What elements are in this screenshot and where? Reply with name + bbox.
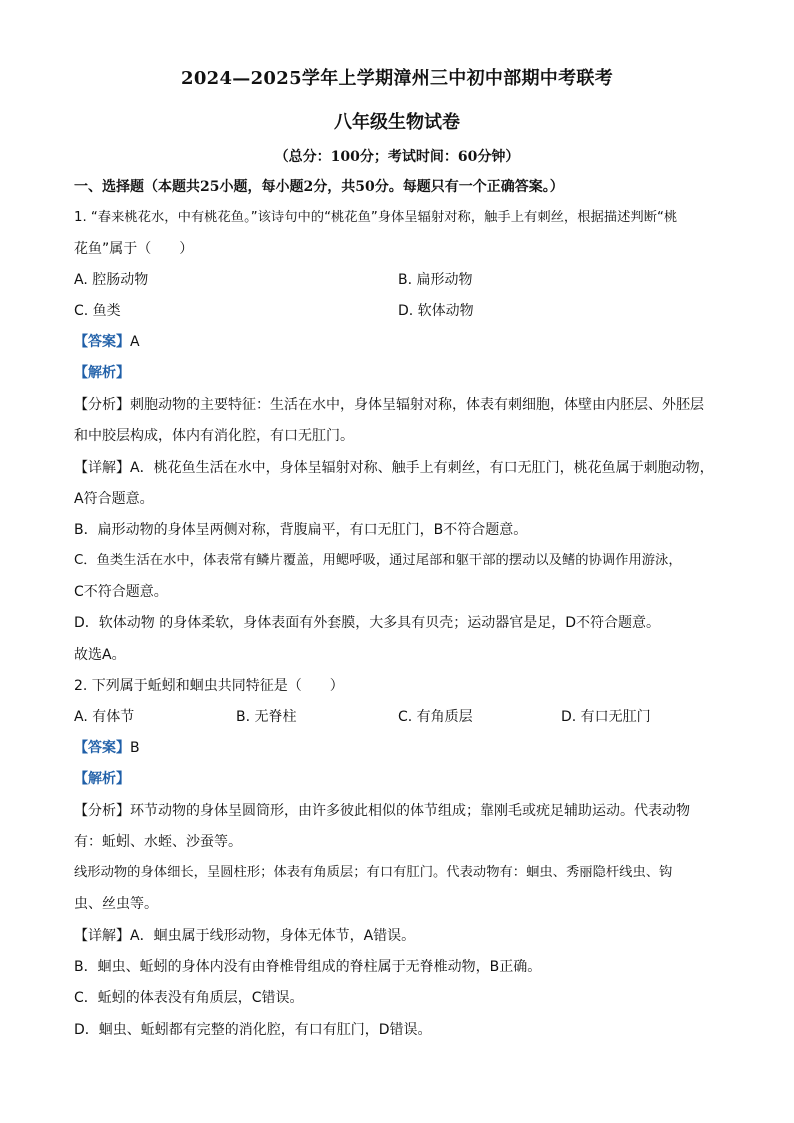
analysis-label: 【解析】 [74,365,130,381]
q2-option-d: D. 有口无肛门 [561,709,651,725]
exam-subtitle: 八年级生物试卷 [334,112,460,133]
q2-fenxi-line3: 线形动物的身体细长，呈圆柱形；体表有角质层；有口有肛门。代表动物有：蛔虫、秀丽隐杆线虫、钩 [74,865,673,880]
fenxi-text: 刺胞动物的主要特征：生活在水中，身体呈辐射对称，体表有刺细胞，体壁由内胚层、外胚层 [130,397,704,413]
detail-label: 【详解】 [74,460,130,476]
section-heading: 一、选择题（本题共25小题，每小题2分，共50分。每题只有一个正确答案。） [74,179,564,195]
q1-stem-line2: 花鱼”属于（ ） [74,241,194,257]
q1-detail-line4: C．鱼类生活在水中，体表常有鳞片覆盖，用鳃呼吸，通过尾部和躯干部的摆动以及鳍的协调作用游泳， [74,553,682,568]
q2-fenxi-line2: 有：蚯蚓、水蛭、沙蚕等。 [74,834,242,850]
q1-analysis [74,363,130,383]
q2-detail-line2: B．蛔虫、蚯蚓的身体内没有由脊椎骨组成的脊柱属于无脊椎动物，B正确。 [74,959,542,975]
q2-detail-line1 [74,926,415,946]
detail-text: A．蛔虫属于线形动物，身体无体节，A错误。 [130,928,416,944]
q1-option-d: D. 软体动物 [398,303,474,319]
fenxi-label: 【分析】 [74,397,130,413]
q2-fenxi-line4: 虫、丝虫等。 [74,896,158,912]
q1-answer [74,332,140,352]
q2-stem: 2. 下列属于蚯蚓和蛔虫共同特征是（ ） [74,678,344,694]
q1-stem-line1: 1. “春来桃花水，中有桃花鱼。”该诗句中的“桃花鱼”身体呈辐射对称，触手上有刺丝，根据描述判断“桃 [74,210,678,225]
detail-text: A．桃花鱼生活在水中，身体呈辐射对称、触手上有刺丝，有口无肛门，桃花鱼属于刺胞动物， [130,460,714,476]
q1-detail-line6: D．软体动物 的身体柔软，身体表面有外套膜，大多具有贝壳；运动器官是足，D不符合题意。 [74,615,661,631]
q1-option-b: B. 扁形动物 [398,272,473,288]
q1-option-c: C. 鱼类 [74,303,121,319]
q1-fenxi-line1 [74,395,704,415]
exam-info: （总分：100分；考试时间：60分钟） [274,149,520,165]
q1-fenxi-line2: 和中胶层构成，体内有消化腔，有口无肛门。 [74,428,354,444]
answer-value: B [130,740,140,756]
answer-label: 【答案】 [74,740,130,756]
q2-answer [74,738,140,758]
analysis-label: 【解析】 [74,771,130,787]
q2-detail-line3: C．蚯蚓的体表没有角质层，C错误。 [74,990,304,1006]
q2-option-c: C. 有角质层 [398,709,473,725]
answer-label: 【答案】 [74,334,130,350]
q1-detail-line5: C不符合题意。 [74,584,168,600]
exam-title: 2024—2025学年上学期漳州三中初中部期中考联考 [181,68,613,89]
q2-analysis [74,769,130,789]
q1-conclusion: 故选A。 [74,647,126,663]
q2-option-a: A. 有体节 [74,709,135,725]
q1-detail-line1 [74,458,714,478]
answer-value: A [130,334,140,350]
q2-option-b: B. 无脊柱 [236,709,297,725]
fenxi-text: 环节动物的身体呈圆筒形，由许多彼此相似的体节组成；靠刚毛或疣足辅助运动。代表动物 [130,803,690,819]
fenxi-label: 【分析】 [74,803,130,819]
q1-detail-line2: A符合题意。 [74,491,154,507]
q2-fenxi-line1 [74,801,690,821]
q1-detail-line3: B．扁形动物的身体呈两侧对称，背腹扁平，有口无肛门，B不符合题意。 [74,522,528,538]
detail-label: 【详解】 [74,928,130,944]
q2-detail-line4: D．蛔虫、蚯蚓都有完整的消化腔，有口有肛门，D错误。 [74,1022,432,1038]
q1-option-a: A. 腔肠动物 [74,272,149,288]
